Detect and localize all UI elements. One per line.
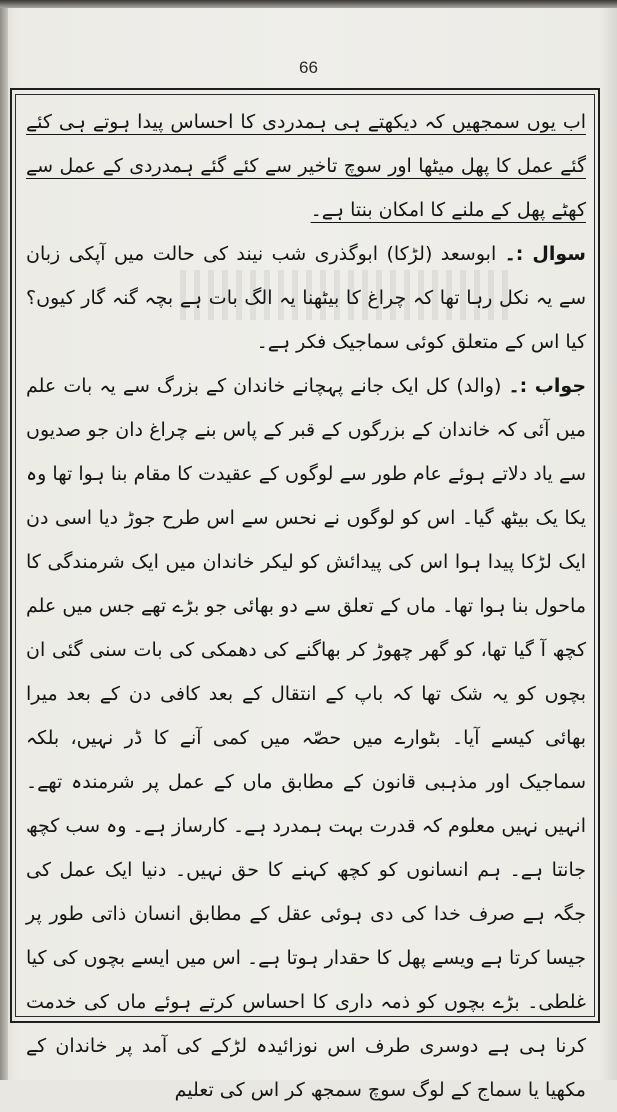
- answer-paragraph: [26, 364, 586, 1112]
- intro-paragraph: [26, 100, 586, 232]
- question-label: سوال :۔: [504, 243, 586, 265]
- page-top-edge: [0, 0, 617, 8]
- page-body-text: [26, 100, 586, 1112]
- answer-label: جواب :۔: [508, 375, 587, 397]
- intro-text: اب یوں سمجھیں کہ دیکھتے ہی ہمدردی کا احساس پیدا ہوتے ہی کئے گئے عمل کا پھل میٹھا اور سوچ تاخیر سے کئے گئے ہمدردی کے عمل سے کھٹے پھل کے ملنے کا امکان بنتا ہے۔: [26, 111, 586, 221]
- question-paragraph: [26, 232, 586, 364]
- page-number: 66: [299, 58, 318, 77]
- page-binding-edge: [0, 0, 8, 1080]
- answer-text: (والد) کل ایک جانے پہچانے خاندان کے بزرگ سے یہ بات علم میں آئی کہ خاندان کے بزرگوں کے قبر کے پاس بنے چراغ دان جو صدیوں سے یاد دلاتے ہوئے عام طور سے لوگوں کے عقیدت کا مقام بنا ہوا تھا وہ یکا یک بیٹھ گیا۔ اس کو لوگوں نے نحس سے اس طرح جوڑ دیا اسی دن ایک لڑکا پیدا ہوا اس کی پیدائش کو لیکر خاندان میں ایک شرمندگی کا ماحول بنا ہوا تھا۔ ماں کے تعلق سے دو بھائی جو بڑے تھے جس میں علم کچھ آ گیا تھا، کو گھر چھوڑ کر بھاگنے کی دھمکی کی بات سنی گئی ان بچوں کو یہ شک تھا کہ باپ کے انتقال کے بعد کافی دن کے بعد میرا بھائی کیسے آیا۔ بٹوارے میں حصّہ میں کمی آنے کا ڈر نہیں، بلکہ سماجیک اور مذہبی قانون کے مطابق ماں کے عمل پر شرمندہ تھے۔ انہیں نہیں معلوم کہ قدرت بہت ہمدرد ہے۔ کارساز ہے۔ وہ سب کچھ جانتا ہے۔ ہم انسانوں کو کچھ کہنے کا حق نہیں۔ دنیا ایک عمل کی جگہ ہے صرف خدا کی دی ہوئی عقل کے مطابق انسان ذاتی طور پر جیسا کرتا ہے ویسے پھل کا حقدار ہوتا ہے۔ اس میں ایسے بچوں کی کیا غلطی۔ بڑے بچوں کو ذمہ داری کا احساس کرتے ہوئے ماں کی خدمت کرنا ہی ہے دوسری طرف اس نوزائیدہ لڑکے کی آمد پر خاندان کے مکھیا یا سماج کے لوگ سوچ سمجھ کر اس کی تعلیم: [26, 375, 586, 1101]
- question-text: ابوسعد (لڑکا) ابوگذری شب نیند کی حالت میں آپکی زبان سے یہ نکل رہا تھا کہ چراغ کا بیٹھنا یہ الگ بات ہے بچہ گنہ گار کیوں؟ کیا اس کے متعلق کوئی سماجیک فکر ہے۔: [26, 243, 586, 353]
